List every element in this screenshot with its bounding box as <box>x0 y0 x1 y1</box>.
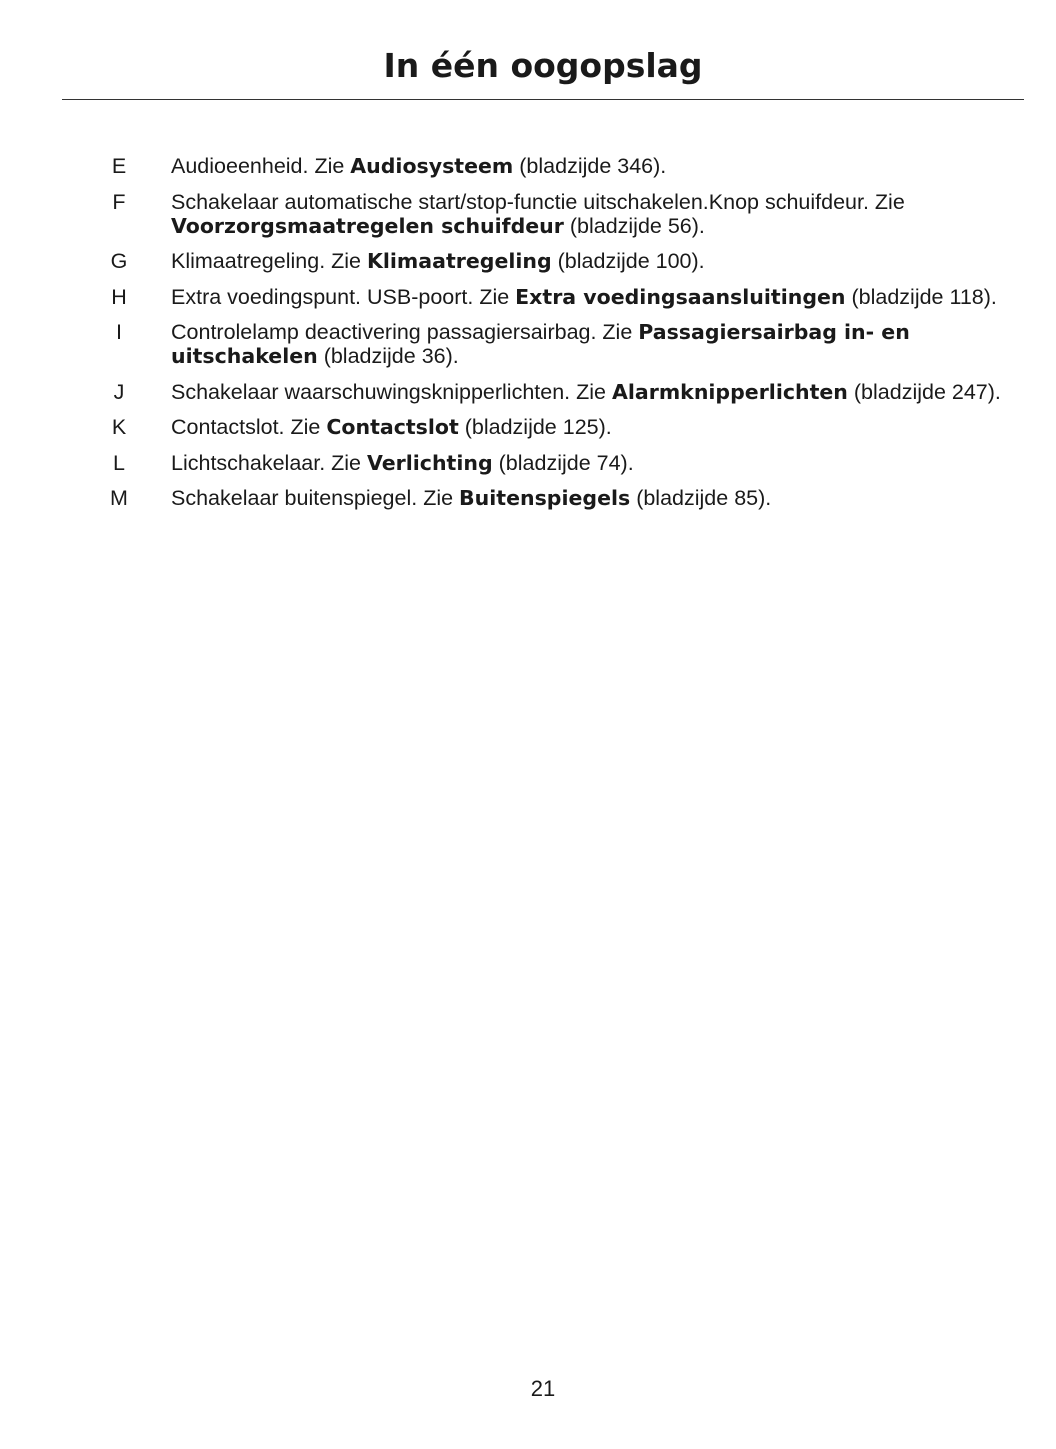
legend-item-l <box>0 451 1016 475</box>
legend-letter: E <box>111 154 127 178</box>
legend-description <box>171 320 910 368</box>
page-reference: (bladzijde 56). <box>563 213 705 238</box>
cross-reference-link[interactable]: Klimaatregeling <box>366 249 552 273</box>
legend-letter: M <box>110 486 128 510</box>
page-reference: (bladzijde 125). <box>458 415 612 439</box>
legend-letter: L <box>113 450 125 475</box>
legend-item-i <box>0 320 1016 368</box>
legend-item-j <box>0 380 1016 404</box>
page-reference: (bladzijde 247). <box>847 379 1001 404</box>
description-text: Audioeenheid. Zie <box>171 154 351 178</box>
description-text: Schakelaar automatische start/stop-functie uitschakelen.Knop schuifdeur. Zie <box>171 189 905 214</box>
page-reference: (bladzijde 85). <box>630 486 772 510</box>
legend-item-f <box>0 190 1016 238</box>
cross-reference-link[interactable]: Contactslot <box>326 415 459 439</box>
page-reference: (bladzijde 100). <box>551 249 705 273</box>
cross-reference-link[interactable]: Buitenspiegels <box>459 486 631 510</box>
page-reference: (bladzijde 346). <box>513 154 667 178</box>
legend-letter: G <box>110 249 128 273</box>
cross-reference-link[interactable]: Audiosysteem <box>350 154 514 178</box>
cross-reference-link[interactable]: Voorzorgsmaatregelen schuifdeur <box>171 213 564 238</box>
page-number: 21 <box>530 1376 556 1401</box>
description-text: Lichtschakelaar. Zie <box>171 450 367 475</box>
description-text: Schakelaar buitenspiegel. Zie <box>171 486 460 510</box>
legend-description <box>171 154 666 178</box>
legend-description <box>171 190 905 238</box>
legend-item-m <box>0 486 1016 510</box>
legend-item-e <box>0 154 1016 178</box>
cross-reference-link[interactable]: Verlichting <box>367 450 493 475</box>
legend-letter: J <box>113 379 125 404</box>
page-reference: (bladzijde 118). <box>845 284 997 309</box>
page-reference: (bladzijde 74). <box>492 450 634 475</box>
legend-description <box>171 285 997 309</box>
legend-description <box>171 415 612 439</box>
description-text: Extra voedingspunt. USB-poort. Zie <box>171 284 516 309</box>
legend-description <box>171 249 705 273</box>
cross-reference-link[interactable]: Alarmknipperlichten <box>611 379 848 404</box>
legend-letter: F <box>112 189 126 214</box>
title-divider <box>62 99 1024 100</box>
cross-reference-link[interactable]: Extra voedingsaansluitingen <box>515 284 846 309</box>
legend-letter: H <box>111 284 127 309</box>
page-reference: (bladzijde 36). <box>317 344 459 368</box>
legend-letter: I <box>116 320 122 344</box>
legend-item-h <box>0 285 1016 309</box>
legend-description <box>171 486 771 510</box>
legend-item-g <box>0 249 1016 273</box>
legend-item-k <box>0 415 1016 439</box>
cross-reference-link[interactable]: Passagiersairbag in- en uitschakelen <box>171 320 910 368</box>
page-title: In één oogopslag <box>383 46 703 85</box>
legend-letter: K <box>111 415 127 439</box>
legend-description <box>171 380 1001 404</box>
legend-list <box>0 154 1056 522</box>
description-text: Controlelamp deactivering passagiersairbag. Zie <box>171 320 639 344</box>
legend-description <box>171 451 634 475</box>
description-text: Schakelaar waarschuwingsknipperlichten. Zie <box>171 379 612 404</box>
description-text: Contactslot. Zie <box>171 415 327 439</box>
description-text: Klimaatregeling. Zie <box>171 249 367 273</box>
